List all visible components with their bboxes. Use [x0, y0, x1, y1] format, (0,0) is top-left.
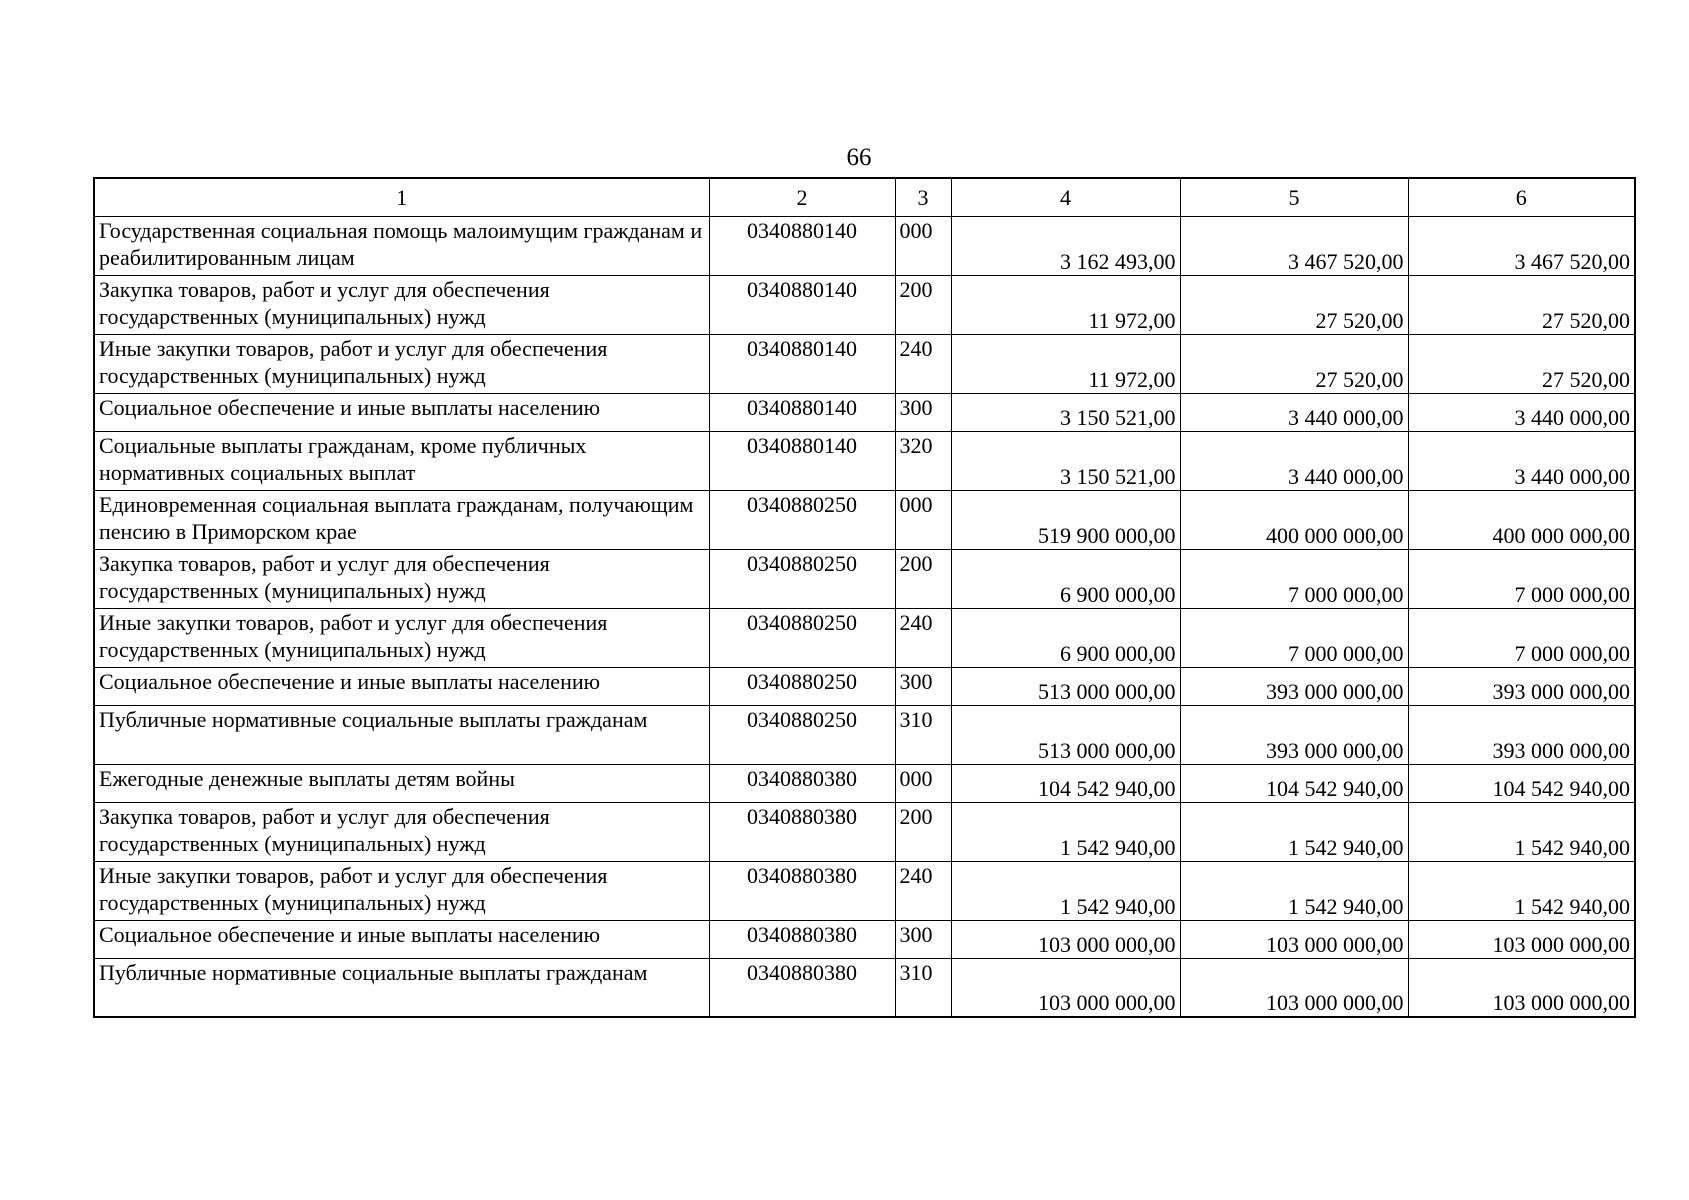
row-target-code: 0340880250 — [709, 490, 895, 549]
row-name: Публичные нормативные социальные выплаты гражданам — [94, 705, 709, 764]
column-header-4: 4 — [951, 178, 1180, 216]
row-amount-col4: 3 150 521,00 — [951, 393, 1180, 431]
row-amount-col5: 393 000 000,00 — [1180, 667, 1408, 705]
row-target-code: 0340880250 — [709, 549, 895, 608]
row-amount-col5: 3 440 000,00 — [1180, 431, 1408, 490]
row-target-code: 0340880140 — [709, 431, 895, 490]
row-target-code: 0340880140 — [709, 393, 895, 431]
row-target-code: 0340880140 — [709, 334, 895, 393]
row-name: Закупка товаров, работ и услуг для обеспечения государственных (муниципальных) нужд — [94, 275, 709, 334]
row-amount-col5: 7 000 000,00 — [1180, 549, 1408, 608]
row-amount-col6: 3 440 000,00 — [1408, 431, 1635, 490]
row-expense-type: 240 — [895, 861, 951, 920]
table-row — [94, 705, 1635, 764]
row-amount-col4: 103 000 000,00 — [951, 958, 1180, 1017]
row-amount-col4: 1 542 940,00 — [951, 861, 1180, 920]
row-amount-col4: 6 900 000,00 — [951, 608, 1180, 667]
row-amount-col6: 7 000 000,00 — [1408, 549, 1635, 608]
row-amount-col6: 3 440 000,00 — [1408, 393, 1635, 431]
table-row — [94, 667, 1635, 705]
header-row — [94, 178, 1635, 216]
table-row — [94, 431, 1635, 490]
table-row — [94, 608, 1635, 667]
row-expense-type: 300 — [895, 667, 951, 705]
row-expense-type: 000 — [895, 216, 951, 275]
row-name: Социальное обеспечение и иные выплаты населению — [94, 393, 709, 431]
row-amount-col4: 519 900 000,00 — [951, 490, 1180, 549]
row-amount-col4: 6 900 000,00 — [951, 549, 1180, 608]
row-name: Закупка товаров, работ и услуг для обеспечения государственных (муниципальных) нужд — [94, 549, 709, 608]
row-amount-col6: 400 000 000,00 — [1408, 490, 1635, 549]
row-name: Публичные нормативные социальные выплаты гражданам — [94, 958, 709, 1017]
row-name: Социальные выплаты гражданам, кроме публичных нормативных социальных выплат — [94, 431, 709, 490]
row-name: Единовременная социальная выплата гражданам, получающим пенсию в Приморском крае — [94, 490, 709, 549]
table-row — [94, 802, 1635, 861]
row-target-code: 0340880380 — [709, 764, 895, 802]
row-name: Закупка товаров, работ и услуг для обеспечения государственных (муниципальных) нужд — [94, 802, 709, 861]
row-target-code: 0340880140 — [709, 275, 895, 334]
row-amount-col6: 104 542 940,00 — [1408, 764, 1635, 802]
column-header-6: 6 — [1408, 178, 1635, 216]
row-amount-col4: 11 972,00 — [951, 275, 1180, 334]
table-row — [94, 861, 1635, 920]
row-target-code: 0340880250 — [709, 667, 895, 705]
row-target-code: 0340880250 — [709, 705, 895, 764]
row-amount-col5: 1 542 940,00 — [1180, 861, 1408, 920]
row-name: Социальное обеспечение и иные выплаты населению — [94, 920, 709, 958]
row-expense-type: 240 — [895, 334, 951, 393]
row-amount-col6: 1 542 940,00 — [1408, 861, 1635, 920]
budget-table — [93, 177, 1636, 1018]
row-expense-type: 000 — [895, 764, 951, 802]
row-amount-col5: 7 000 000,00 — [1180, 608, 1408, 667]
row-name: Ежегодные денежные выплаты детям войны — [94, 764, 709, 802]
row-target-code: 0340880380 — [709, 920, 895, 958]
row-amount-col4: 513 000 000,00 — [951, 705, 1180, 764]
row-expense-type: 200 — [895, 275, 951, 334]
row-amount-col4: 513 000 000,00 — [951, 667, 1180, 705]
row-amount-col5: 400 000 000,00 — [1180, 490, 1408, 549]
row-amount-col6: 27 520,00 — [1408, 275, 1635, 334]
page-number: 66 — [846, 144, 872, 171]
row-expense-type: 320 — [895, 431, 951, 490]
row-target-code: 0340880380 — [709, 861, 895, 920]
row-expense-type: 300 — [895, 920, 951, 958]
row-amount-col5: 27 520,00 — [1180, 275, 1408, 334]
row-name: Иные закупки товаров, работ и услуг для обеспечения государственных (муниципальных) нужд — [94, 334, 709, 393]
row-expense-type: 310 — [895, 958, 951, 1017]
row-amount-col6: 103 000 000,00 — [1408, 958, 1635, 1017]
row-amount-col4: 11 972,00 — [951, 334, 1180, 393]
row-expense-type: 240 — [895, 608, 951, 667]
row-expense-type: 310 — [895, 705, 951, 764]
table-row — [94, 764, 1635, 802]
row-amount-col6: 103 000 000,00 — [1408, 920, 1635, 958]
row-amount-col5: 27 520,00 — [1180, 334, 1408, 393]
row-amount-col4: 103 000 000,00 — [951, 920, 1180, 958]
table-row — [94, 275, 1635, 334]
row-expense-type: 200 — [895, 802, 951, 861]
row-amount-col5: 3 467 520,00 — [1180, 216, 1408, 275]
row-name: Иные закупки товаров, работ и услуг для обеспечения государственных (муниципальных) нужд — [94, 608, 709, 667]
row-target-code: 0340880250 — [709, 608, 895, 667]
column-header-5: 5 — [1180, 178, 1408, 216]
row-amount-col5: 393 000 000,00 — [1180, 705, 1408, 764]
row-name: Государственная социальная помощь малоимущим гражданам и реабилитированным лицам — [94, 216, 709, 275]
row-amount-col4: 3 150 521,00 — [951, 431, 1180, 490]
table-row — [94, 920, 1635, 958]
table-row — [94, 490, 1635, 549]
row-expense-type: 300 — [895, 393, 951, 431]
row-amount-col4: 3 162 493,00 — [951, 216, 1180, 275]
row-amount-col5: 103 000 000,00 — [1180, 958, 1408, 1017]
row-amount-col5: 1 542 940,00 — [1180, 802, 1408, 861]
table-row — [94, 334, 1635, 393]
row-amount-col6: 393 000 000,00 — [1408, 667, 1635, 705]
column-header-3: 3 — [895, 178, 951, 216]
row-amount-col6: 7 000 000,00 — [1408, 608, 1635, 667]
table-row — [94, 393, 1635, 431]
column-header-2: 2 — [709, 178, 895, 216]
row-amount-col6: 3 467 520,00 — [1408, 216, 1635, 275]
row-amount-col5: 3 440 000,00 — [1180, 393, 1408, 431]
table-row — [94, 958, 1635, 1017]
row-target-code: 0340880140 — [709, 216, 895, 275]
row-amount-col6: 1 542 940,00 — [1408, 802, 1635, 861]
row-amount-col6: 393 000 000,00 — [1408, 705, 1635, 764]
row-amount-col4: 104 542 940,00 — [951, 764, 1180, 802]
row-amount-col5: 103 000 000,00 — [1180, 920, 1408, 958]
row-expense-type: 200 — [895, 549, 951, 608]
row-amount-col4: 1 542 940,00 — [951, 802, 1180, 861]
table-row — [94, 549, 1635, 608]
row-name: Социальное обеспечение и иные выплаты населению — [94, 667, 709, 705]
row-target-code: 0340880380 — [709, 958, 895, 1017]
row-amount-col6: 27 520,00 — [1408, 334, 1635, 393]
table-row — [94, 216, 1635, 275]
row-target-code: 0340880380 — [709, 802, 895, 861]
row-name: Иные закупки товаров, работ и услуг для обеспечения государственных (муниципальных) нужд — [94, 861, 709, 920]
column-header-1: 1 — [94, 178, 709, 216]
row-expense-type: 000 — [895, 490, 951, 549]
row-amount-col5: 104 542 940,00 — [1180, 764, 1408, 802]
